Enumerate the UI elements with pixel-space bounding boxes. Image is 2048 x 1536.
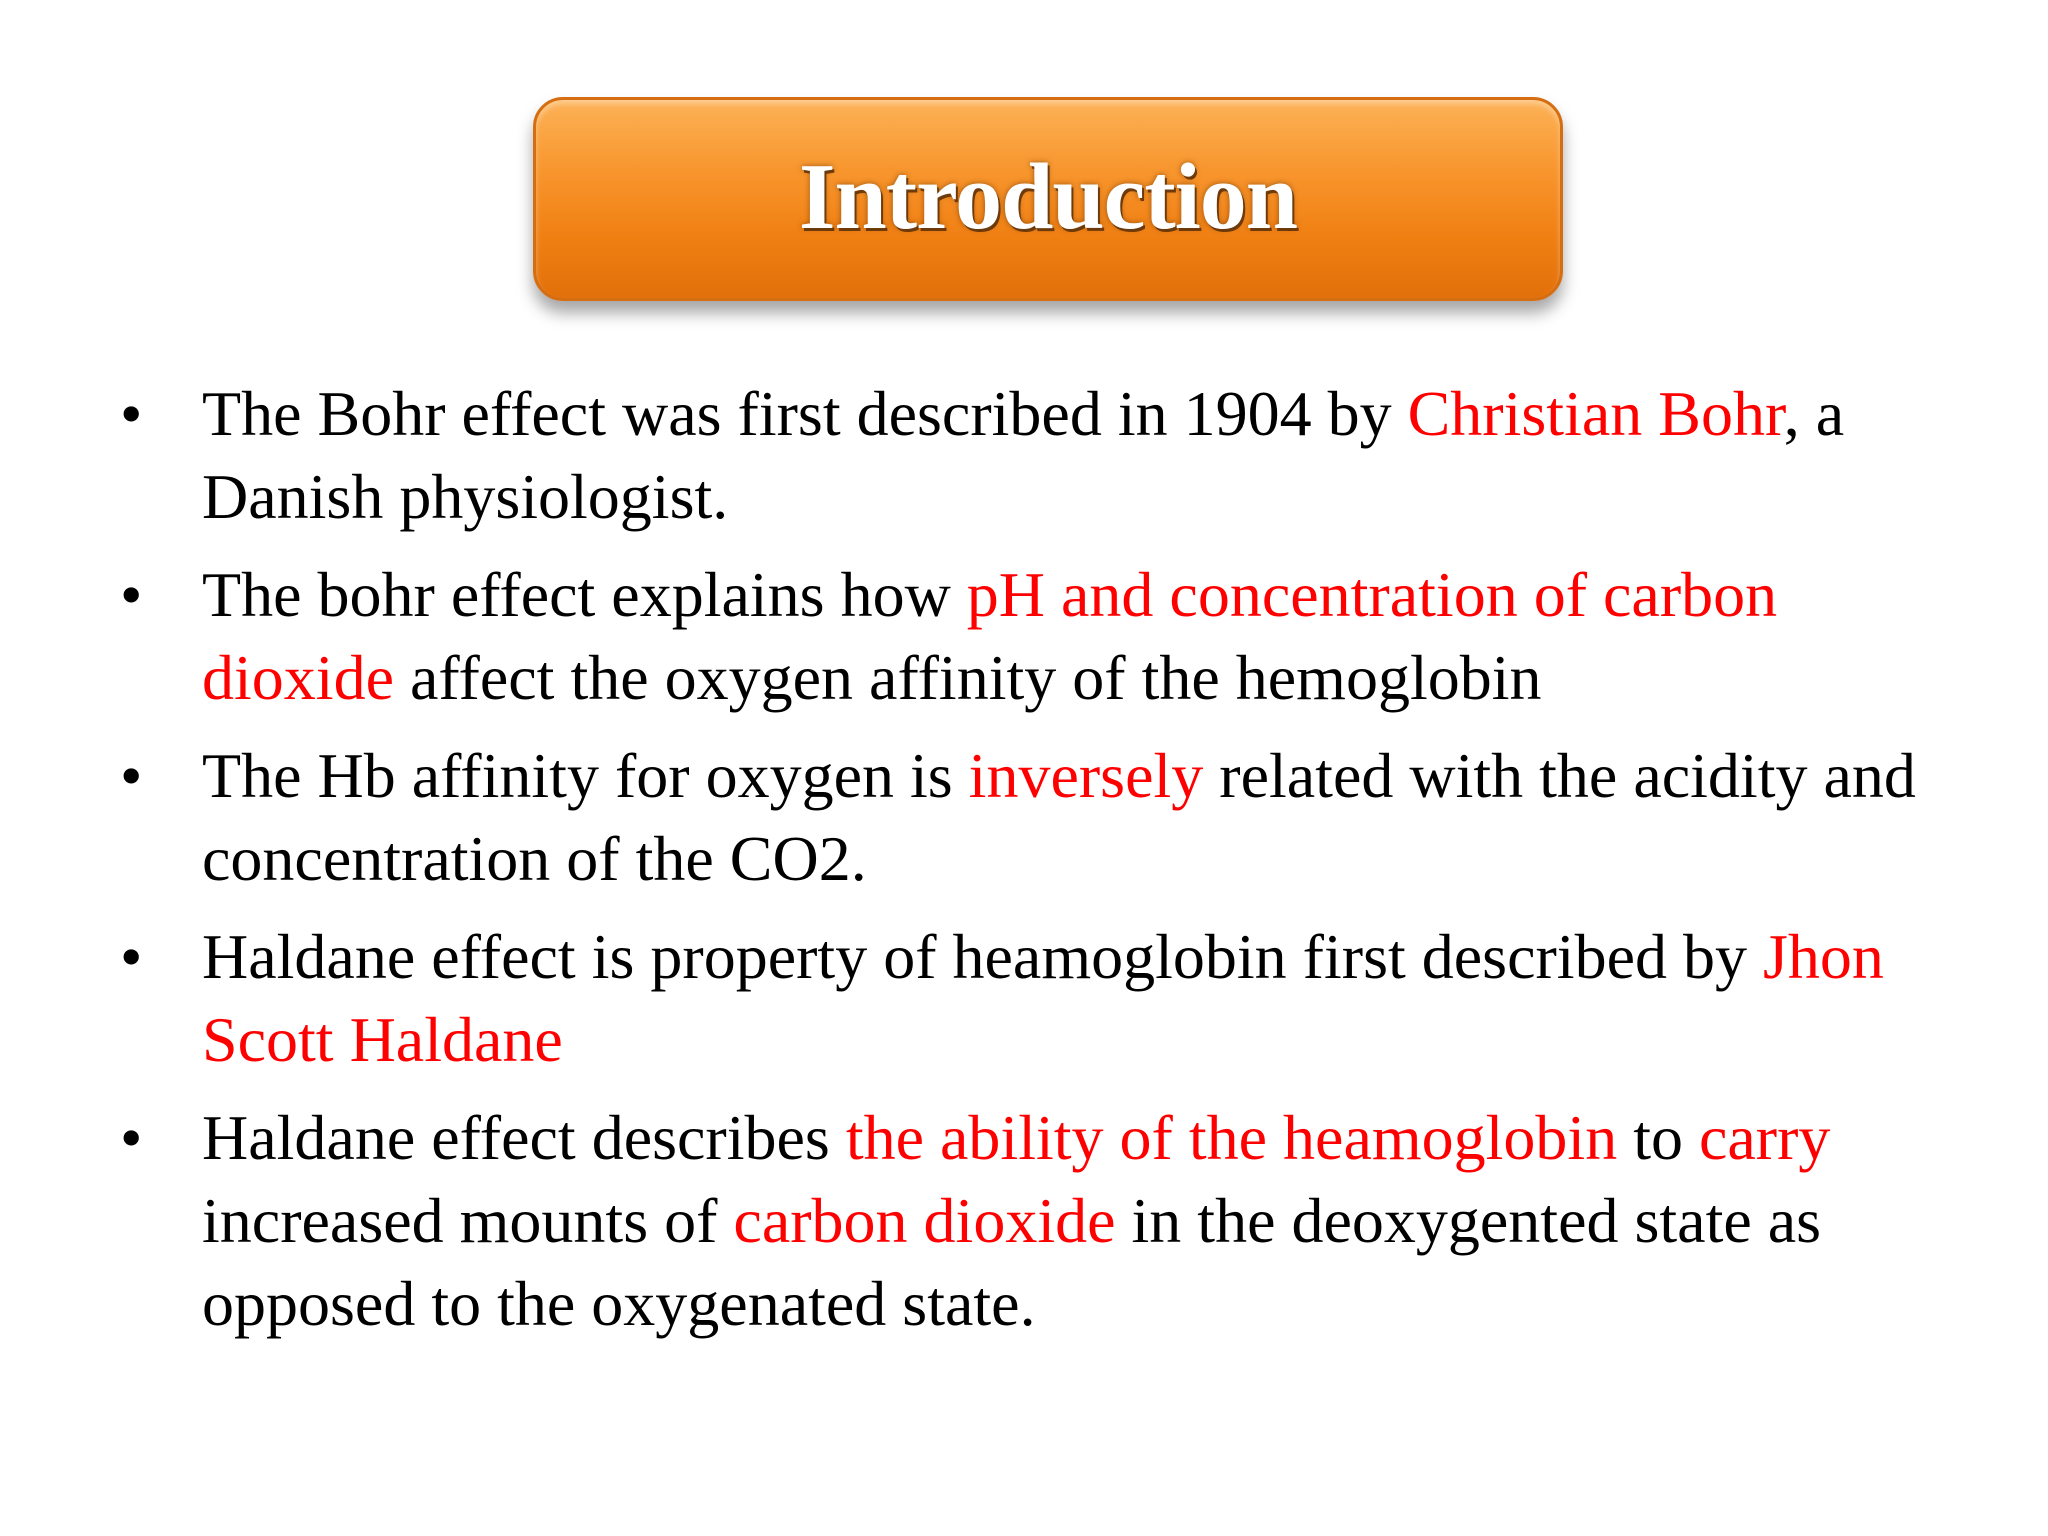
highlighted-text: inversely xyxy=(968,740,1204,811)
bullet-text: to xyxy=(1617,1102,1699,1173)
bullet-text: increased mounts of xyxy=(202,1185,734,1256)
bullet-text: Haldane effect describes xyxy=(202,1102,846,1173)
highlighted-text: the ability of the heamoglobin xyxy=(845,1102,1618,1173)
bullet-text: The bohr effect explains how xyxy=(202,559,967,630)
highlighted-text: carry xyxy=(1698,1102,1831,1173)
highlighted-text: pH and concentration of carbon dioxide xyxy=(202,559,1778,713)
bullet-item xyxy=(120,553,1950,719)
bullet-item xyxy=(120,372,1950,538)
bullet-dot-icon: • xyxy=(120,378,143,449)
highlighted-text: Christian Bohr xyxy=(1407,378,1784,449)
bullet-text: The Hb affinity for oxygen is xyxy=(202,740,969,811)
highlighted-text: carbon dioxide xyxy=(733,1185,1116,1256)
highlighted-text: Jhon Scott Haldane xyxy=(202,921,1884,1075)
bullet-item xyxy=(120,734,1950,900)
bullet-dot-icon: • xyxy=(120,921,143,992)
bullet-text: , a Danish physiologist. xyxy=(202,378,1845,532)
bullet-dot-icon: • xyxy=(120,740,143,811)
title-banner xyxy=(533,97,1563,301)
bullet-text: affect the oxygen affinity of the hemoglobin xyxy=(393,642,1542,713)
bullet-text: The Bohr effect was first described in 1904 by xyxy=(202,378,1408,449)
bullet-text: related with the acidity and concentration of the CO2. xyxy=(202,740,1916,894)
bullet-item xyxy=(120,915,1950,1081)
bullet-dot-icon: • xyxy=(120,559,143,630)
bullet-text: in the deoxygented state as opposed to the oxygenated state. xyxy=(202,1185,1822,1339)
slide-title: Introduction xyxy=(798,145,1298,249)
bullet-list xyxy=(120,372,1950,1360)
bullet-dot-icon: • xyxy=(120,1102,143,1173)
bullet-text: Haldane effect is property of heamoglobin first described by xyxy=(202,921,1763,992)
bullet-item xyxy=(120,1096,1950,1345)
